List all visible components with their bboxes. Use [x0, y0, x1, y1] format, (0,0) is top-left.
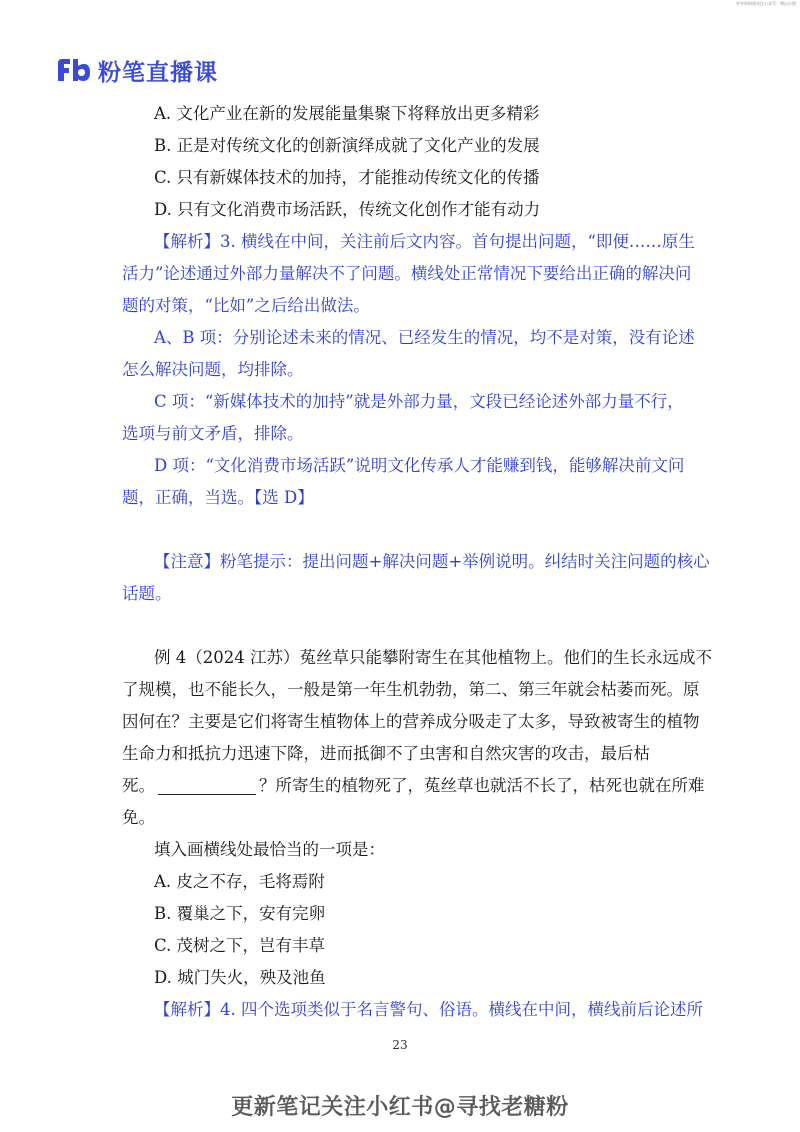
- example4-line: 生命力和抵抗力迅速下降，进而抵御不了虫害和自然灾害的攻击，最后枯: [122, 744, 650, 763]
- document-body: [122, 98, 712, 1026]
- fill-in-blank: [158, 776, 256, 795]
- q3-analysis-line: C 项：“新媒体技术的加持”就是外部力量，文段已经论述外部力量不行，: [154, 392, 684, 411]
- example4-line: 例 4（2024 江苏）菟丝草只能攀附寄生在其他植物上。他们的生长永远成不: [154, 648, 712, 667]
- example4-option-c: C. 茂树之下，岂有丰草: [154, 936, 326, 955]
- q3-option-a: A. 文化产业在新的发展能量集聚下将释放出更多精彩: [154, 104, 540, 123]
- footer-watermark: 更新笔记关注小红书@寻找老糖粉: [231, 1095, 569, 1120]
- page-number: 23: [392, 1038, 408, 1052]
- note-line: 【注意】粉笔提示：提出问题+解决问题+举例说明。纠结时关注问题的核心: [154, 552, 710, 571]
- example4-line: 免。: [122, 808, 155, 827]
- q3-analysis-line: D 项：“文化消费市场活跃”说明文化传承人才能赚到钱，能够解决前文问: [154, 456, 685, 475]
- q3-option-d: D. 只有文化消费市场活跃，传统文化创作才能有动力: [154, 200, 541, 219]
- header-note: 更多资料请关注公众号：尊山小猪: [736, 1, 796, 6]
- example4-analysis-line: 【解析】4. 四个选项类似于名言警句、俗语。横线在中间，横线前后论述所: [154, 1000, 703, 1019]
- q3-analysis-line: 题，正确，当选。【选 D】: [122, 488, 314, 507]
- brand-name: 粉笔直播课: [98, 59, 218, 86]
- q3-analysis-line: 【解析】3. 横线在中间，关注前后文内容。首句提出问题，“即便……原生: [154, 232, 695, 251]
- example4-option-d: D. 城门失火，殃及池鱼: [154, 968, 326, 987]
- note-line: 话题。: [122, 584, 172, 603]
- example4-blank-line: [122, 770, 705, 802]
- blank-suffix: ？所寄生的植物死了，菟丝草也就活不长了，枯死也就在所难: [259, 776, 705, 795]
- q3-analysis-line: 选项与前文矛盾，排除。: [122, 424, 304, 443]
- fb-logo-icon: [56, 57, 92, 83]
- q3-option-c: C. 只有新媒体技术的加持，才能推动传统文化的传播: [154, 168, 540, 187]
- brand-logo: [56, 54, 218, 86]
- q3-analysis-line: 活力”论述通过外部力量解决不了问题。横线处正常情况下要给出正确的解决问: [122, 264, 692, 283]
- example4-line: 因何在？主要是它们将寄生植物体上的营养成分吸走了太多，导致被寄生的植物: [122, 712, 700, 731]
- example4-line: 了规模，也不能长久，一般是第一年生机勃勃，第二、第三年就会枯萎而死。原: [122, 680, 700, 699]
- example4-option-b: B. 覆巢之下，安有完卵: [154, 904, 326, 923]
- blank-prefix: 死。: [122, 776, 155, 795]
- q3-analysis-line: A、B 项：分别论述未来的情况、已经发生的情况，均不是对策，没有论述: [154, 328, 695, 347]
- example4-prompt: 填入画横线处最恰当的一项是：: [154, 840, 385, 859]
- q3-analysis-line: 题的对策，“比如”之后给出做法。: [122, 296, 370, 315]
- q3-option-b: B. 正是对传统文化的创新演绎成就了文化产业的发展: [154, 136, 540, 155]
- example4-option-a: A. 皮之不存，毛将焉附: [154, 872, 325, 891]
- q3-analysis-line: 怎么解决问题，均排除。: [122, 360, 304, 379]
